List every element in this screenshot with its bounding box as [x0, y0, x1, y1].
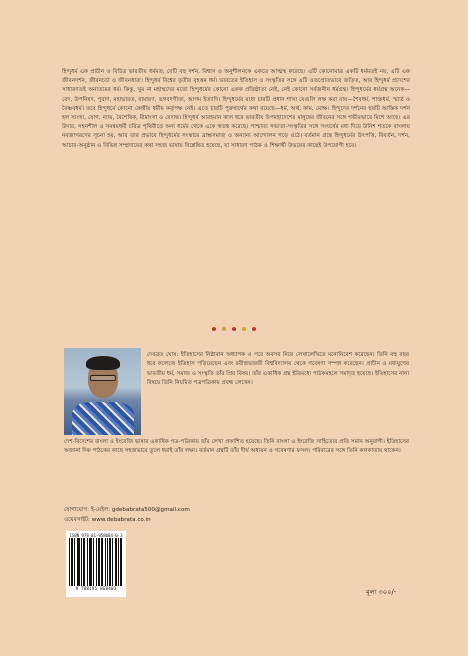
barcode-bar — [79, 538, 80, 586]
divider-dot — [232, 327, 236, 331]
author-hair — [86, 356, 120, 370]
barcode-bar — [84, 538, 85, 586]
barcode-bar — [69, 538, 70, 586]
barcode-bar — [71, 538, 72, 586]
barcode-bar — [87, 538, 88, 586]
author-bio-continued: দেশ-বিদেশের বাংলা ও ইংরেজি ভাষার একাধিক পত্র-পত্রিকায় তাঁর লেখা প্রকাশিত হয়েছে। তিনি বাংলা ও ইংরেজি সাহিত্যের প্রতি সমান অনুরাগী। ইতিহাসের অজানা দিক পাঠকের কাছে সহজভাবে তুলে ধরাই তাঁর লক্ষ্য। বর্তমান গ্রন্থটি তাঁর দীর্ঘ অধ্যয়ন ও গবেষণার ফসল। পরিবারের সঙ্গে তিনি কলকাতায় থাকেন। — [64, 439, 409, 455]
barcode-bar — [89, 538, 90, 586]
author-bio: দেবব্রত ঘোষ: ইতিহাসের নিষ্ঠাবান অধ্যাপক ও পরে অবসর নিয়ে লেখালেখিতে মনোনিবেশ করেছেন। তিনি বহু বছর ধরে কলেজে ইতিহাস পড়িয়েছেন এবং রবীন্দ্রভারতী বিশ্ববিদ্যালয় থেকে গবেষণা সম্পন্ন করেছেন। প্রাচীন ও মধ্যযুগের ভারতীয় ধর্ম, সমাজ ও সংস্কৃতি তাঁর প্রিয় বিষয়। তাঁর একাধিক গ্রন্থ ইতিমধ্যে পাঠকমহলে সমাদৃত হয়েছে। ইতিহাসের নানা বিষয়ে তিনি নিয়মিত পত্রপত্রিকায় প্রবন্ধ লেখেন। — [147, 352, 409, 386]
barcode-bar — [83, 538, 84, 586]
barcode-bar — [107, 538, 108, 586]
barcode-bar — [102, 538, 103, 586]
author-photo — [64, 348, 141, 435]
barcode-bar — [120, 538, 121, 586]
author-glasses — [90, 375, 116, 381]
barcode-bar — [74, 538, 75, 586]
isbn-barcode — [66, 531, 126, 597]
barcode-bar — [116, 538, 117, 586]
barcode-bar — [90, 538, 91, 586]
author-shirt — [72, 402, 134, 435]
divider-dot — [222, 327, 226, 331]
barcode-bar — [77, 538, 78, 586]
barcode-bar — [99, 538, 100, 586]
barcode-bars — [69, 538, 123, 586]
barcode-bar — [98, 538, 99, 586]
barcode-bar — [81, 538, 82, 586]
barcode-bar — [121, 538, 122, 586]
barcode-bar — [78, 538, 79, 586]
author-website: ওয়েবসাইট: www.debabrata.co.in — [64, 517, 151, 523]
barcode-bar — [105, 538, 106, 586]
barcode-bar — [72, 538, 73, 586]
barcode-bar — [112, 538, 113, 586]
author-contact — [64, 505, 324, 525]
barcode-bar — [91, 538, 92, 586]
author-email: যোগাযোগ: ই-মেইল: gdebabrata500@gmail.com — [64, 507, 190, 513]
barcode-bar — [109, 538, 110, 586]
isbn-label: ISBN 978-81-958684-0-3 — [69, 533, 123, 538]
divider-dot — [242, 327, 246, 331]
divider-dot — [212, 327, 216, 331]
book-blurb: হিন্দুধর্ম এক প্রাচীন ও বিচিত্র ভারতীয় ধর্মমত, যেটি বহু দর্শন, বিশ্বাস ও অনুশীলনকে একত্রে আত্মস্থ করেছে। এটি কোনোমাত্র একটি ধর্মমতই নয়, এটি এক জীবনদর্শন, জীবনচর্চা ও জীবনধারা। হিন্দুধর্ম বিশ্বের তৃতীয় বৃহত্তম ধর্ম। ভারতের ইতিহাস ও সংস্কৃতির সঙ্গে এটি ওতপ্রোতভাবে জড়িত, আর হিন্দুধর্ম প্রদেশের সাধারণতই অন্যতমের ধর্ম। কিন্তু, খুব না মহাম্মদের মতো হিন্দুধর্মের কোনো একক প্রতিষ্ঠাতা নেই, নেই কোনো সর্বজনীন ধর্মগ্রন্থ। হিন্দুধর্মের ধর্মগ্রন্থ অনেক—বেদ, উপনিষদ, পুরাণ, মহাভারত, রামায়ণ, ভগবদগীতা, আগম ইত্যাদি। হিন্দুধর্মের মধ্যে চারটি প্রধান শাখা যেগুলি লক্ষ করা যায়—শৈবধর্ম, শাক্তধর্ম, স্মার্ত ও বৈষ্ণবধর্ম। তবে হিন্দুধর্মে কোনো কেন্দ্রীয় ধর্মীয় কর্তৃপক্ষ নেই। এতে চারটি পুরুষার্থের কথা রয়েছে—ধর্ম, অর্থ, কাম, মোক্ষ। হিন্দুদের দর্শনের ছয়টি আস্তিক দর্শন হল সাংখ্য, যোগ, ন্যায়, বৈশেষিক, মীমাংসা ও বেদান্ত। হিন্দুধর্ম আবহমান কাল ধরে ভারতীয় উপমহাদেশের মানুষের জীবনের সঙ্গে গভীরভাবে মিশে আছে। এর উদার, সহনশীল ও সমন্বয়ধর্মী চরিত্র পৃথিবীতে অন্য ধর্মের থেকে একে স্বতন্ত্র করেছে। পাশ্চাত্য সভ্যতা-সংস্কৃতির সঙ্গে সংঘর্ষের মধ্য দিয়ে উনিশ শতকে বাংলায় নবজাগরণের সূচনা হয়, আর তার প্রভাবে হিন্দুধর্মের সংস্কারে ব্রাহ্মসমাজ ও অন্যান্য আন্দোলন গড়ে ওঠে। বর্তমান গ্রন্থে হিন্দুধর্মের উৎপত্তি, বিবর্তন, দর্শন, আচার-অনুষ্ঠান ও বিভিন্ন সম্প্রদায়ের কথা সহজ ভাষায় বিশ্লেষিত হয়েছে, যা সাধারণ পাঠক ও শিক্ষার্থী উভয়ের কাছেই উপযোগী হবে। — [62, 69, 410, 149]
divider-dots — [0, 327, 468, 331]
barcode-bar — [101, 538, 102, 586]
barcode-bar — [93, 538, 94, 586]
barcode-bar — [118, 538, 119, 586]
barcode-bar — [96, 538, 97, 586]
isbn-digits: 9 788195 868403 — [75, 586, 117, 591]
barcode-bar — [115, 538, 116, 586]
divider-dot — [252, 327, 256, 331]
price-label: মূল্য ৩০০/- — [366, 588, 397, 596]
barcode-bar — [110, 538, 111, 586]
